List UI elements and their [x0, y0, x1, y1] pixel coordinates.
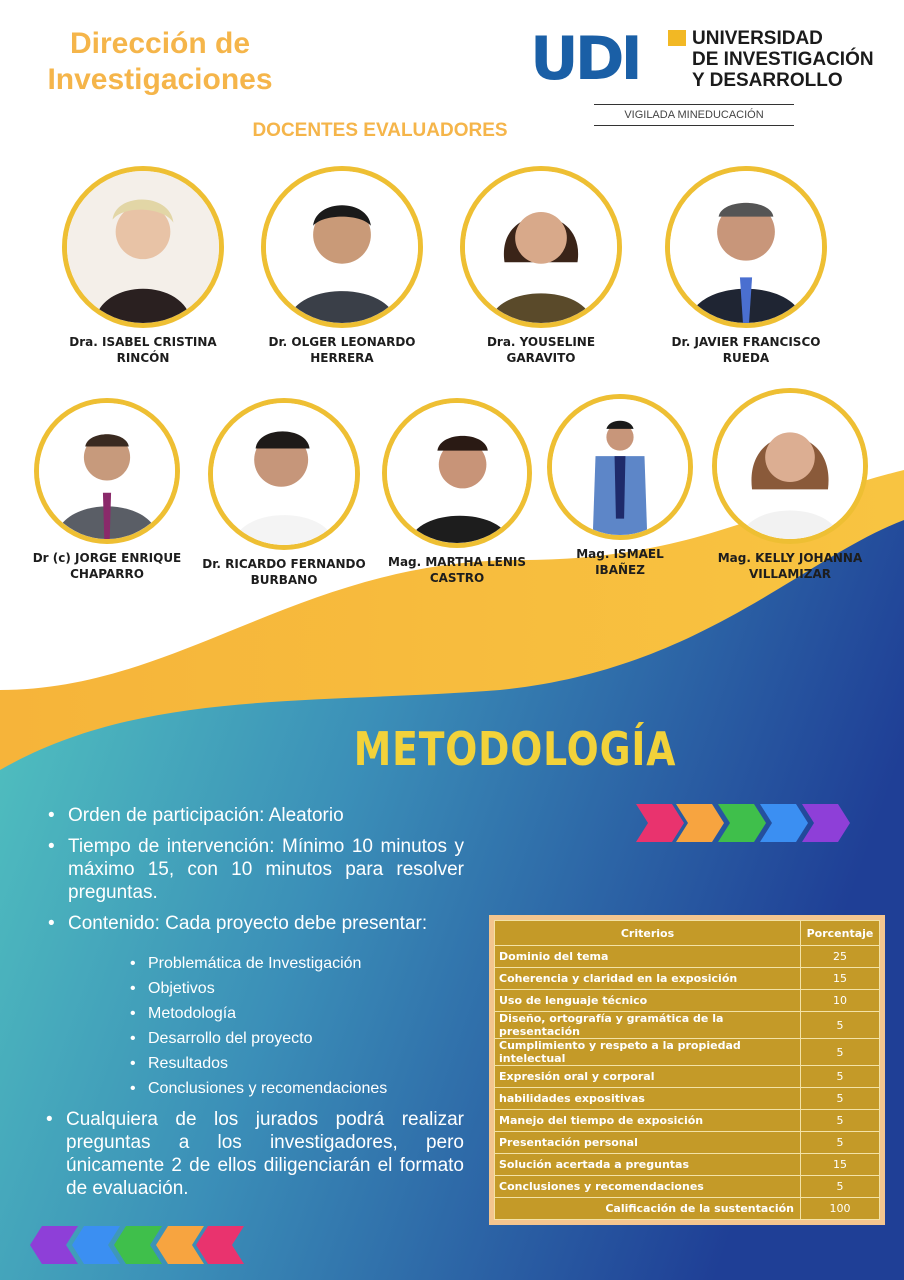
evaluator-card [456, 166, 626, 366]
criterion-cell: Conclusiones y recomendaciones [495, 1176, 801, 1198]
content-item: • Desarrollo del proyecto [130, 1026, 387, 1051]
percent-cell: 5 [801, 1110, 880, 1132]
percent-cell: 15 [801, 968, 880, 990]
evaluator-photo [712, 388, 868, 544]
vigilada-label: VIGILADA MINEDUCACIÓN [594, 104, 794, 126]
criterion-cell: habilidades expositivas [495, 1088, 801, 1110]
criterion-cell: Expresión oral y corporal [495, 1066, 801, 1088]
criteria-table [489, 915, 885, 1225]
content-item: • Conclusiones y recomendaciones [130, 1076, 387, 1101]
arrow-icon [636, 804, 684, 842]
evaluator-card [58, 166, 228, 366]
total-row [495, 1198, 880, 1220]
evaluator-name: Dra. ISABEL CRISTINA RINCÓN [69, 335, 217, 365]
evaluator-photo [62, 166, 224, 328]
percent-cell: 5 [801, 1132, 880, 1154]
evaluator-photo [261, 166, 423, 328]
percent-cell: 5 [801, 1088, 880, 1110]
percent-cell: 5 [801, 1012, 880, 1039]
evaluator-photo [208, 398, 360, 550]
table-row [495, 990, 880, 1012]
evaluator-name: Mag. KELLY JOHANNA VILLAMIZAR [717, 551, 863, 581]
percent-cell: 5 [801, 1066, 880, 1088]
criterion-cell: Uso de lenguaje técnico [495, 990, 801, 1012]
evaluator-name: Dr. OLGER LEONARDO HERRERA [268, 335, 416, 365]
total-value: 100 [801, 1198, 880, 1220]
department-line-2: Investigaciones [47, 63, 273, 96]
table-row [495, 946, 880, 968]
evaluator-name: Dr (c) JORGE ENRIQUE CHAPARRO [32, 551, 182, 581]
evaluator-photo [665, 166, 827, 328]
logo-text [692, 28, 874, 91]
arrow-icon [760, 804, 808, 842]
table-row [495, 1066, 880, 1088]
evaluator-card [198, 398, 370, 588]
university-logo [528, 26, 888, 136]
logo-line-1: UNIVERSIDAD [692, 28, 823, 49]
methodology-title: METODOLOGÍA [353, 722, 677, 776]
evaluator-photo [460, 166, 622, 328]
content-item: • Metodología [130, 1001, 387, 1026]
criterion-cell: Coherencia y claridad en la exposición [495, 968, 801, 990]
table-row [495, 1039, 880, 1066]
content-item: • Resultados [130, 1051, 387, 1076]
evaluators-title: DOCENTES EVALUADORES [252, 120, 508, 141]
arrow-decoration-right [636, 804, 852, 842]
department-title [20, 26, 300, 98]
content-item: • Problemática de Investigación [130, 951, 387, 976]
final-note [44, 1108, 464, 1200]
percent-cell: 15 [801, 1154, 880, 1176]
logo-line-3: Y DESARROLLO [692, 70, 843, 91]
arrow-icon [114, 1226, 162, 1264]
evaluator-card [22, 398, 192, 582]
table-row [495, 968, 880, 990]
table-row [495, 1176, 880, 1198]
arrow-icon [196, 1226, 244, 1264]
content-item: • Objetivos [130, 976, 387, 1001]
methodology-item: • Tiempo de intervención: Mínimo 10 minutos y máximo 15, con 10 minutos para resolver preguntas. [46, 835, 464, 904]
evaluator-name: Mag. MARTHA LENIS CASTRO [388, 555, 526, 585]
evaluator-card [374, 398, 540, 586]
table-row [495, 1012, 880, 1039]
evaluator-name: Dr. RICARDO FERNANDO BURBANO [202, 557, 366, 587]
evaluator-photo [547, 394, 693, 540]
criterion-cell: Cumplimiento y respeto a la propiedad intelectual [495, 1039, 801, 1066]
arrow-icon [802, 804, 850, 842]
methodology-item: • Contenido: Cada proyecto debe presentar: [46, 912, 464, 935]
evaluator-name: Dra. YOUSELINE GARAVITO [486, 335, 596, 365]
percent-cell: 5 [801, 1176, 880, 1198]
arrow-icon [718, 804, 766, 842]
criterion-cell: Diseño, ortografía y gramática de la presentación [495, 1012, 801, 1039]
content-sublist [130, 951, 387, 1101]
percent-cell: 5 [801, 1039, 880, 1066]
total-label: Calificación de la sustentación [495, 1198, 801, 1220]
table-row [495, 1110, 880, 1132]
logo-dot [668, 30, 686, 46]
arrow-icon [72, 1226, 120, 1264]
evaluator-card [246, 166, 438, 366]
methodology-list [46, 804, 464, 943]
criterion-cell: Manejo del tiempo de exposición [495, 1110, 801, 1132]
arrow-decoration-left [30, 1226, 246, 1264]
logo-mark: UDI [530, 24, 639, 94]
criteria-header: Criterios [495, 921, 801, 946]
table-row [495, 1154, 880, 1176]
department-line-1: Dirección de [69, 27, 251, 60]
methodology-item: • Orden de participación: Aleatorio [46, 804, 464, 827]
arrow-icon [30, 1226, 78, 1264]
table-row [495, 1088, 880, 1110]
evaluator-photo [34, 398, 180, 544]
logo-line-2: DE INVESTIGACIÓN [692, 49, 874, 70]
evaluator-photo [382, 398, 532, 548]
evaluator-name: Mag. ISMAEL IBAÑEZ [576, 547, 664, 577]
criterion-cell: Solución acertada a preguntas [495, 1154, 801, 1176]
percent-cell: 25 [801, 946, 880, 968]
criterion-cell: Presentación personal [495, 1132, 801, 1154]
table-row [495, 1132, 880, 1154]
evaluator-card [658, 166, 834, 366]
evaluator-name: Dr. JAVIER FRANCISCO RUEDA [671, 335, 821, 365]
evaluator-card [708, 388, 872, 582]
criterion-cell: Dominio del tema [495, 946, 801, 968]
evaluator-card [546, 394, 694, 578]
percent-cell: 10 [801, 990, 880, 1012]
final-item: • Cualquiera de los jurados podrá realizar preguntas a los investigadores, pero únicamente 2 de ellos diligenciarán el formato de evaluación. [44, 1108, 464, 1200]
percent-header: Porcentaje [801, 921, 880, 946]
